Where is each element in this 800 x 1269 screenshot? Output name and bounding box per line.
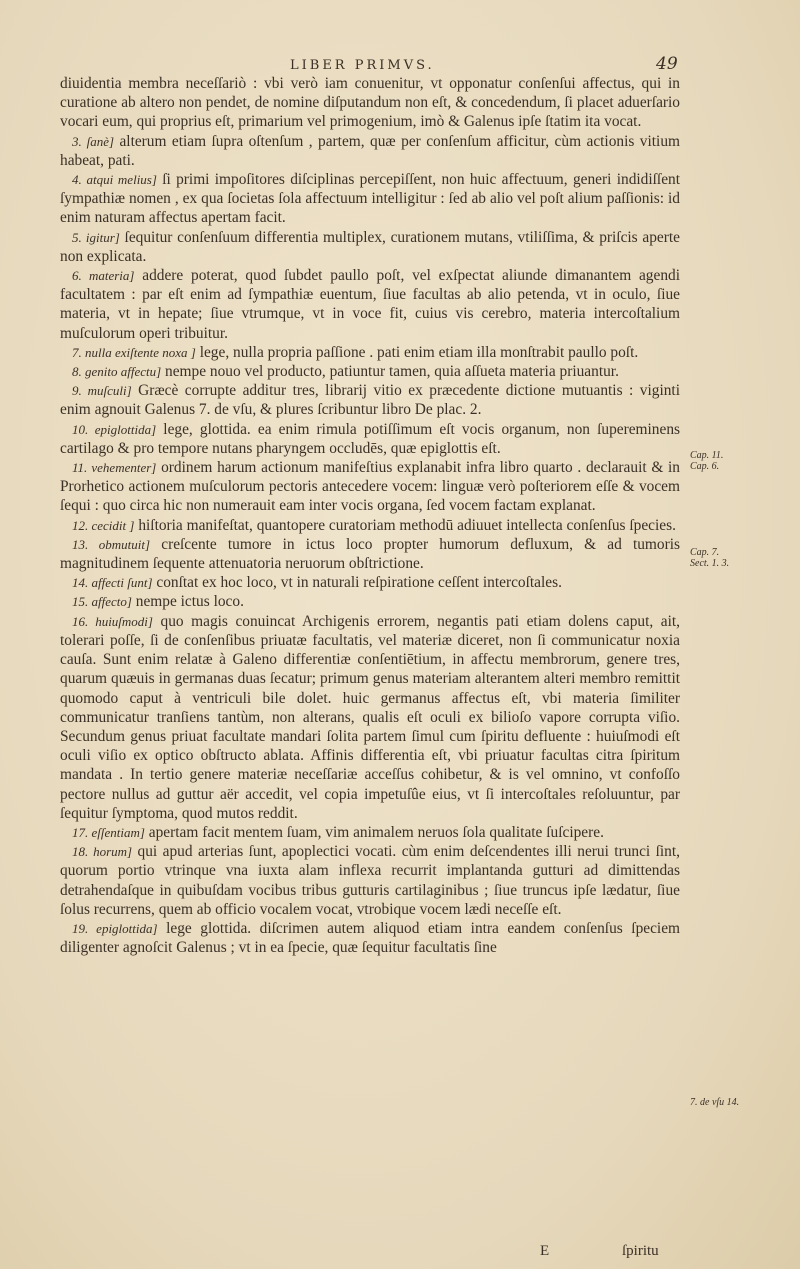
paragraph-lemma: 16. huiuſmodi]: [72, 613, 153, 629]
paragraph-lemma: 18. horum]: [72, 844, 133, 860]
commentary-paragraph: [60, 842, 680, 919]
paragraph-lemma: 8. genito affectu]: [72, 364, 162, 380]
paragraph-text: diuidentia membra neceſſariò : vbi verò iam conuenitur, vt opponatur conſenſui affectus, qui in curatione ab altero non pendet, de nomine diſputandum non eſt, & concedendum, ſi placet aduerſario vocari eum, qui proprius eſt, primarium vel primogenium, imò & Galenus ipſe ſtatim ita vocat.: [60, 75, 680, 131]
paragraph-lemma: 14. affecti ſunt]: [72, 575, 153, 591]
commentary-paragraph: [60, 458, 680, 516]
commentary-paragraph: [60, 612, 680, 823]
margin-note: [690, 547, 760, 569]
commentary-paragraph: [60, 228, 680, 266]
paragraph-lemma: 7. nulla exiſtente noxa ]: [72, 344, 196, 360]
paragraph-lemma: 4. atqui melius]: [72, 172, 157, 188]
paragraph-lemma: 3. ſanè]: [72, 133, 115, 149]
margin-note: [690, 1097, 760, 1108]
commentary-paragraph: [60, 266, 680, 343]
paragraph-text: creſcente tumore in ictus loco propter humorum defluxum, & ad tumoris magnitudinem ſequente attenuatoria neruorum obſtrictione.: [60, 535, 680, 573]
commentary-paragraph: [60, 823, 680, 842]
paragraph-lemma: 10. epiglottida]: [72, 421, 157, 437]
paragraph-lemma: 17. eſſentiam]: [72, 824, 145, 840]
commentary-paragraph: [60, 132, 680, 170]
paragraph-lemma: 9. muſculi]: [72, 383, 132, 399]
paragraph-lemma: 13. obmutuit]: [72, 536, 151, 552]
paragraph-text: conſtat ex hoc loco, vt in naturali reſpiratione ceſſent intercoſtales.: [152, 574, 562, 592]
commentary-paragraph: [60, 573, 680, 592]
paragraph-text: ordinem harum actionum manifeſtius explanabit infra libro quarto . declarauit & in Prorhetico actionem muſculorum pectoris antecedere vocem: linguæ verò poſteriorem eſſe & vocem ſequi : quo circa hic non numerauit eam inter vocis organa, ſed vocem factam explanat.: [60, 459, 680, 515]
paragraph-lemma: 11. vehementer]: [72, 460, 157, 476]
paragraph-text: ſi primi impoſitores diſciplinas percepiſſent, non huic affectuum, generi indidiſſent ſympathiæ nomen , ex qua ſocietas ſola affectuum intelligitur : ſed ab alio vel poſt alium paſſionis: id enim naturam affectus apertam facit.: [60, 171, 680, 227]
paragraph-text: lege, nulla propria paſſione . pati enim etiam illa monſtrabit paullo poſt.: [195, 343, 639, 361]
paragraph-lemma: 19. epiglottida]: [72, 920, 158, 936]
paragraph-text: addere poterat, quod ſubdet paullo poſt, vel exſpectat aliunde dimanantem agendi facultatem : par eſt enim ad ſympathiæ euentum, ſiue facultas ab alio petenda, vt in oculo, ſiue materia, vt in hepate; ſiue vtrumque, vt in voce fit, cuius vis cerebro, materia intercoſtalium muſculorum operi tribuitur.: [60, 267, 681, 342]
commentary-paragraph: [60, 592, 680, 611]
paragraph-text: nempe nouo vel producto, patiuntur tamen, quia aſſueta materia priuantur.: [161, 363, 619, 381]
paragraph-text: qui apud arterias ſunt, apoplectici vocati. cùm enim deſcendentes illi nerui trunci ſint, quorum portio vtrinque vna iuxta alam inflexa recurrit implantanda gutturi ad dimittendas detrahendaſque in quibuſdam vocibus tribus gutturis cartilaginibus ; ſiue truncus ipſe lædatur, ſiue ſolus recurrens, quem ab officio vocalem vocat, vtrobique vocem lædi neceſſe eſt.: [60, 843, 680, 918]
paragraph-text: Græcè corrupte additur tres, librarij vitio ex præcedente dictione mutuantis : viginti enim agnouit Galenus 7. de vſu, & plures ſcribuntur libro De plac. 2.: [60, 382, 680, 419]
commentary-paragraph: [60, 74, 680, 132]
catchword: ſpiritu: [622, 1243, 659, 1259]
paragraph-text: lege, glottida. ea enim rimula potiſſimum eſt vocis organum, non ſupereminens cartilago & pro tempore nutans pharyngem occludēs, quæ epiglottis eſt.: [60, 420, 681, 457]
margin-note: [690, 450, 760, 472]
paragraph-lemma: 6. materia]: [72, 268, 135, 284]
margin-note-line: Cap. 7.: [690, 547, 720, 558]
margin-note-line: 7. de vſu 14.: [690, 1097, 740, 1108]
paragraph-text: alterum etiam ſupra oſtenſum , partem, quæ per conſenſum afficitur, cùm actionis vitium habeat, pati.: [60, 132, 680, 169]
margin-note-line: Cap. 6.: [690, 461, 720, 472]
paragraph-text: quo magis conuincat Archigenis errorem, negantis pati etiam dolens caput, ait, tolerari poſſe, ſi de conſenſibus priuatæ facultatis, vel materiæ diceret, non ſi communicatur noxia cauſa. Sunt enim relatæ à Galeno differentiæ conſentiētium, in affectu membrorum, genere tres, quarum quæuis in germanas duas ſecatur; primum genus materiam alterantem alteri membro remittit quomodo caput à ventriculi bile dolet. huic germanus affectus eſt, vbi materia ſimiliter communicatur tranſiens tantùm, non alterans, qualis eſt oculi ex bilioſo vapore corrupta viſio. Secundum genus priuat facultate mandari ſolita partem ſimul cum ſpiritu defluente : huiuſmodi eſt oculi viſio ex optico obſtructo ablata. Affinis differentia eſt, vbi priuatur facultas citra ſpiritum mandata . In tertio genere materiæ neceſſariæ acceſſus cohibetur, & is vel omnino, vt confoſſo pectore nullus ad guttur aër accedit, vel copia impetuſûe eius, vt ſi intercoſtales reſoluuntur, par ſequitur ſymptoma, quod mutos reddit.: [60, 612, 680, 822]
commentary-paragraph: [60, 343, 680, 362]
paragraph-lemma: 12. cecidit ]: [72, 517, 135, 533]
main-text-column: [60, 74, 680, 957]
paragraph-text: apertam facit mentem ſuam, vim animalem neruos ſola qualitate ſuſcipere.: [144, 823, 604, 841]
commentary-paragraph: [60, 420, 680, 458]
paragraph-text: nempe ictus loco.: [131, 593, 244, 611]
commentary-paragraph: [60, 919, 680, 957]
signature-mark: E: [540, 1243, 550, 1259]
margin-note-line: Sect. 1. 3.: [690, 558, 730, 569]
paragraph-lemma: 15. affecto]: [72, 594, 132, 610]
margin-note-line: Cap. 11.: [690, 450, 724, 461]
paragraph-text: lege glottida. diſcrimen autem aliquod etiam intra eandem conſenſus ſpeciem diligenter agnoſcit Galenus ; vt in ea ſpecie, quæ ſequitur facultatis ſine: [60, 919, 681, 957]
paragraph-lemma: 5. igitur]: [72, 229, 120, 245]
commentary-paragraph: [60, 381, 680, 419]
paragraph-text: ſequitur conſenſuum differentia multiplex, curationem mutans, vtiliſſima, & priſcis aperte non explicata.: [60, 228, 680, 265]
commentary-paragraph: [60, 516, 680, 535]
folio-number: 49: [656, 54, 678, 74]
paragraph-text: hiſtoria manifeſtat, quantopere curatoriam methodū adiuuet intellecta conſenſus ſpecies.: [134, 516, 676, 534]
commentary-paragraph: [60, 535, 680, 573]
commentary-paragraph: [60, 362, 680, 381]
commentary-paragraph: [60, 170, 680, 228]
running-title: LIBER PRIMVS.: [290, 58, 435, 73]
